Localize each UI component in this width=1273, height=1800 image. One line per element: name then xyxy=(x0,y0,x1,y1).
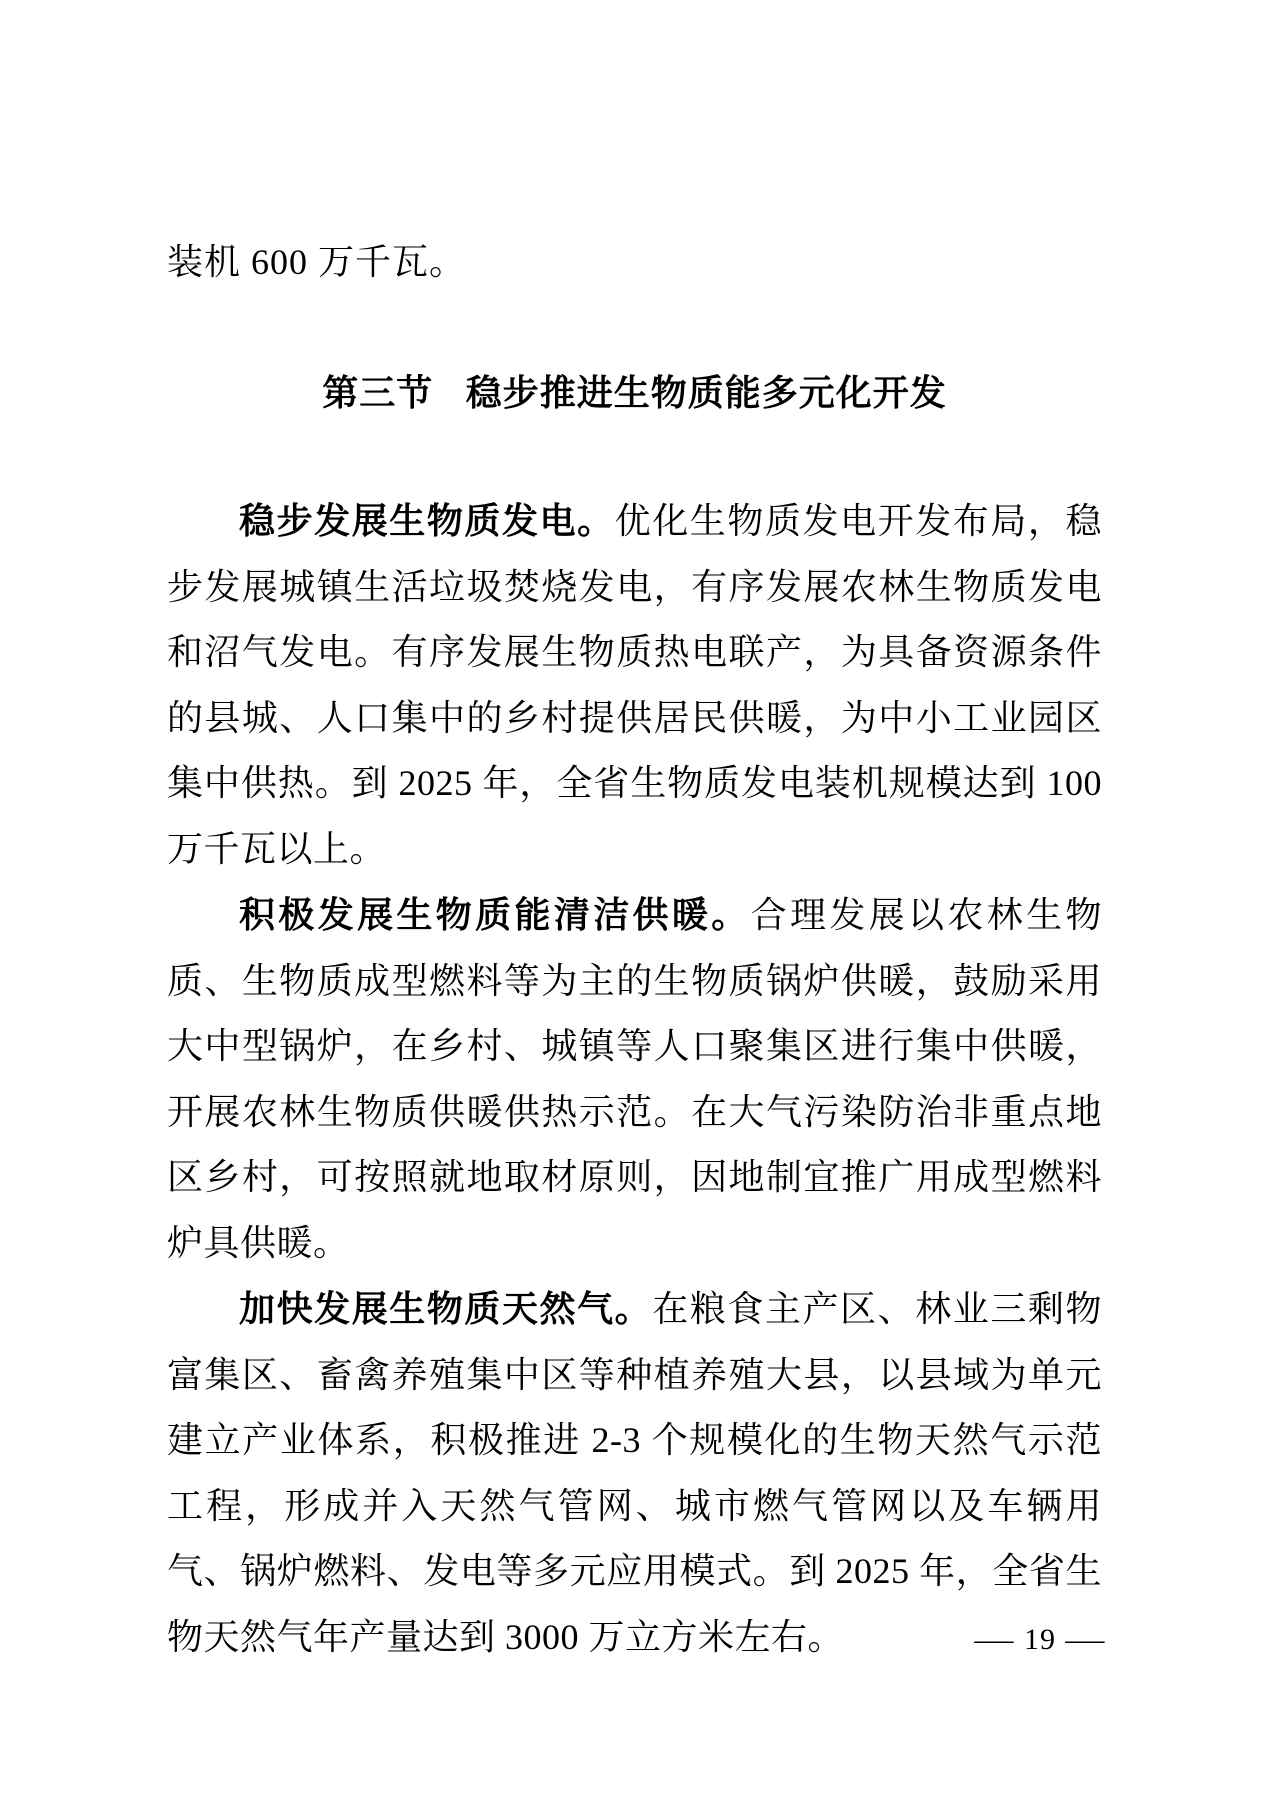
paragraph-lead: 积极发展生物质能清洁供暖。 xyxy=(239,894,751,935)
paragraph-clean-heating xyxy=(167,882,1102,1276)
page-number: 19 xyxy=(1024,1623,1056,1656)
paragraph-body: 优化生物质发电开发布局，稳步发展城镇生活垃圾焚烧发电，有序发展农林生物质发电和沼气发电。有序发展生物质热电联产，为具备资源条件的县城、人口集中的乡村提供居民供暖，为中小工业园区集中供热。到 2025 年，全省生物质发电装机规模达到 100 万千瓦以上。 xyxy=(167,501,1102,869)
section-title: 稳步推进生物质能多元化开发 xyxy=(465,372,947,413)
paragraph-biomass-power xyxy=(167,488,1102,882)
paragraph-lead: 加快发展生物质天然气。 xyxy=(239,1288,653,1329)
paragraph-continuation: 装机 600 万千瓦。 xyxy=(167,242,467,282)
page-footer xyxy=(974,1622,1106,1658)
paragraph-bio-natural-gas xyxy=(167,1276,1102,1670)
page-content xyxy=(167,230,1102,1670)
section-heading xyxy=(167,360,1102,425)
section-number: 第三节 xyxy=(322,372,434,413)
paragraph-body: 合理发展以农林生物质、生物质成型燃料等为主的生物质锅炉供暖，鼓励采用大中型锅炉，在乡村、城镇等人口聚集区进行集中供暖，开展农林生物质供暖供热示范。在大气污染防治非重点地区乡村，可按照就地取材原则，因地制宜推广用成型燃料炉具供暖。 xyxy=(167,895,1102,1263)
paragraph-lead: 稳步发展生物质发电。 xyxy=(239,500,615,541)
footer-dash-left: — xyxy=(974,1623,1015,1656)
paragraph-body: 在粮食主产区、林业三剩物富集区、畜禽养殖集中区等种植养殖大县，以县域为单元建立产业体系，积极推进 2-3 个规模化的生物天然气示范工程，形成并入天然气管网、城市燃气管网以及车辆用气、锅炉燃料、发电等多元应用模式。到 2025 年，全省生物天然气年产量达到 3000 万立方米左右。 xyxy=(167,1289,1102,1657)
footer-dash-right: — xyxy=(1065,1623,1106,1656)
